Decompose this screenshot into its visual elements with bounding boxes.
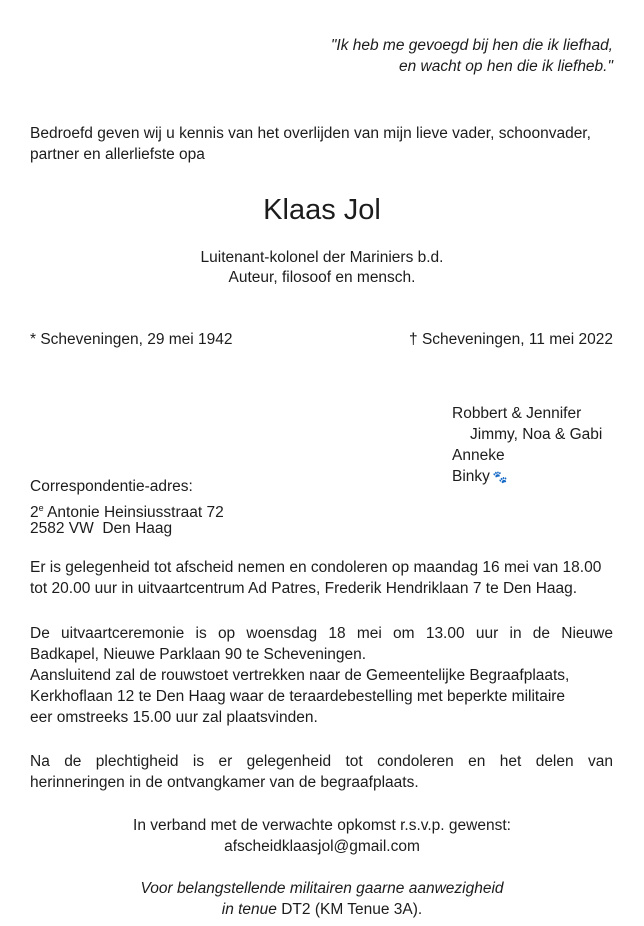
ceremony-line-2: Badkapel, Nieuwe Parklaan 90 te Scheveningen. bbox=[30, 646, 367, 663]
paw-icon: 🐾 bbox=[492, 470, 508, 484]
quote-line-1: "Ik heb me gevoegd bij hen die ik liefhad, bbox=[330, 37, 613, 54]
intro-line-2: partner en allerliefste opa bbox=[30, 146, 205, 163]
deceased-occupation: Auteur, filosoof en mensch. bbox=[228, 269, 416, 286]
family-line-2: Jimmy, Noa & Gabi bbox=[470, 426, 603, 443]
condolence-line-2: herinneringen in de ontvangkamer van de begraafplaats. bbox=[30, 774, 419, 791]
ceremony-line-5: eer omstreeks 15.00 uur zal plaatsvinden. bbox=[30, 709, 318, 726]
address-street-number: 2 bbox=[30, 504, 39, 522]
farewell-line-2: tot 20.00 uur in uitvaartcentrum Ad Patres, Frederik Hendriklaan 7 te Den Haag. bbox=[30, 580, 578, 597]
address-street-rest: Antonie Heinsiusstraat 72 bbox=[43, 504, 224, 522]
deceased-rank: Luitenant-kolonel der Mariniers b.d. bbox=[200, 249, 444, 266]
rsvp-line: In verband met de verwachte opkomst r.s.v.p. gewenst: bbox=[133, 817, 511, 834]
military-line-2 bbox=[0, 900, 644, 920]
address-label: Correspondentie-adres: bbox=[30, 478, 193, 495]
address-city: 2582 VW Den Haag bbox=[30, 520, 173, 537]
military-line-1: Voor belangstellende militairen gaarne aanwezigheid bbox=[140, 880, 504, 897]
condolence-line-1: Na de plechtigheid is er gelegenheid tot condoleren en het delen van bbox=[30, 753, 613, 770]
family-line-3: Anneke bbox=[452, 447, 505, 464]
rsvp-email[interactable]: afscheidklaasjol@gmail.com bbox=[224, 838, 420, 855]
intro-line-1: Bedroefd geven wij u kennis van het overlijden van mijn lieve vader, schoonvader, bbox=[30, 125, 591, 142]
family-line-4-text: Binky bbox=[452, 468, 490, 485]
family-line-4 bbox=[452, 467, 508, 487]
quote-line-2: en wacht op hen die ik liefheb." bbox=[398, 58, 613, 75]
deceased-name: Klaas Jol bbox=[263, 194, 381, 226]
death-date: † Scheveningen, 11 mei 2022 bbox=[409, 331, 613, 348]
birth-date: * Scheveningen, 29 mei 1942 bbox=[30, 331, 233, 348]
address-street-superscript: e bbox=[38, 503, 44, 513]
ceremony-line-1: De uitvaartceremonie is op woensdag 18 mei om 13.00 uur in de Nieuwe bbox=[30, 625, 613, 642]
military-line-2-rest: DT2 (KM Tenue 3A). bbox=[276, 901, 423, 918]
family-line-1: Robbert & Jennifer bbox=[452, 405, 582, 422]
ceremony-line-4: Kerkhoflaan 12 te Den Haag waar de teraardebestelling met beperkte militaire bbox=[30, 688, 566, 705]
ceremony-line-3: Aansluitend zal de rouwstoet vertrekken naar de Gemeentelijke Begraafplaats, bbox=[30, 667, 570, 684]
farewell-line-1: Er is gelegenheid tot afscheid nemen en condoleren op maandag 16 mei van 18.00 bbox=[30, 559, 602, 576]
military-line-2-italic: in tenue bbox=[221, 901, 277, 918]
